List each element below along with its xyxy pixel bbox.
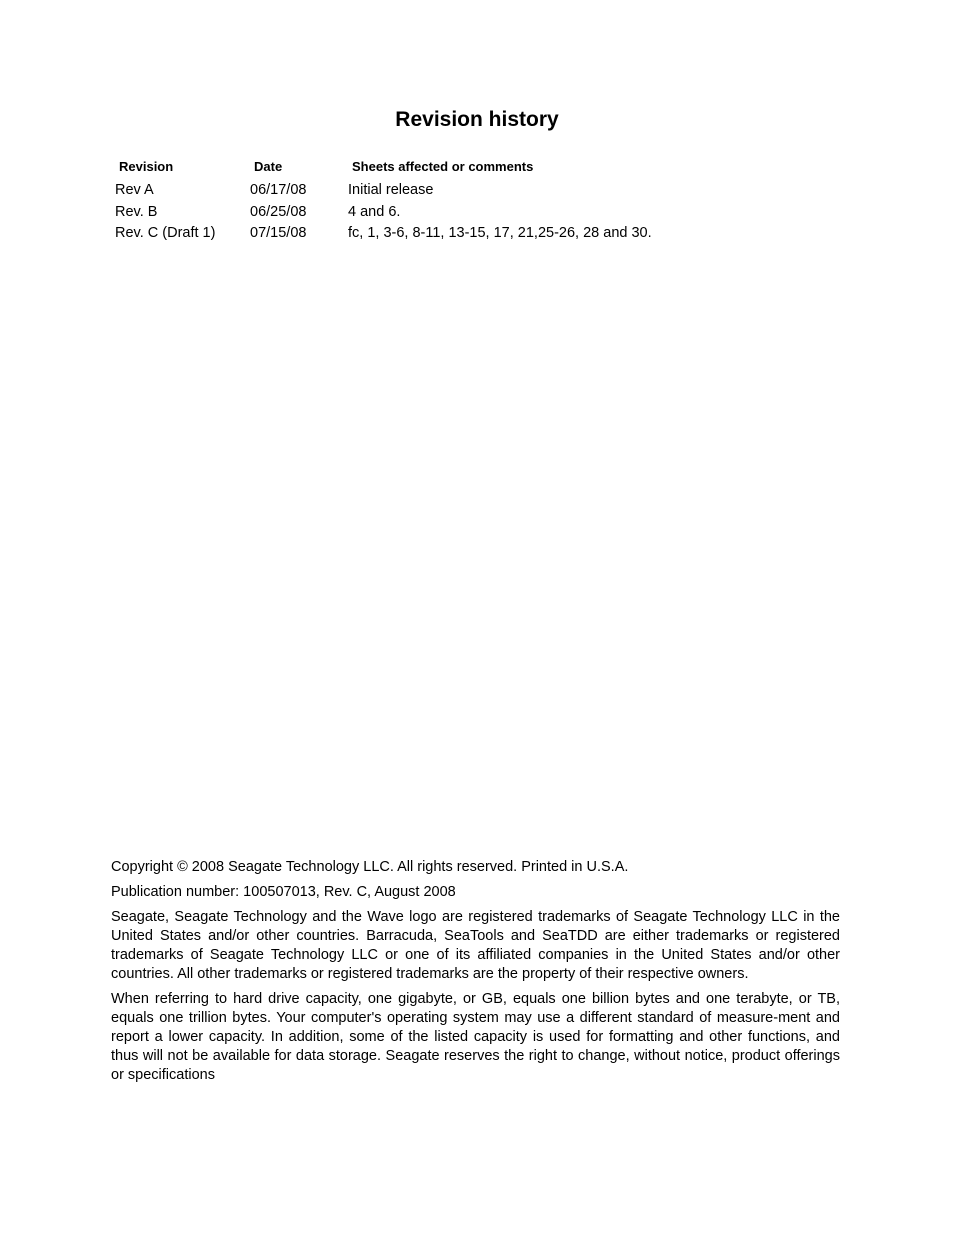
date-cell: 06/17/08 — [250, 182, 307, 198]
revision-cell: Rev. B — [115, 203, 158, 220]
table-row — [115, 180, 755, 202]
page-title: Revision history — [395, 108, 559, 131]
table-row — [115, 223, 755, 245]
revision-table — [115, 157, 755, 245]
capacity-paragraph: When referring to hard drive capacity, one gigabyte, or GB, equals one billion bytes and one terabyte, or TB, equals one trillion bytes. Your computer's operating system may use a different standard of measure-ment and report a lower capacity. In addition, some of the listed capacity is used for formatting and other functions, and thus will not be available for data storage. Seagate reserves the right to change, without notice, product offerings or specifications — [111, 991, 840, 1083]
header-date: Date — [254, 159, 283, 174]
table-row — [115, 202, 755, 224]
revision-cell: Rev. C (Draft 1) — [115, 225, 216, 241]
comments-cell: fc, 1, 3-6, 8-11, 13-15, 17, 21,25-26, 28 and 30. — [348, 225, 652, 241]
header-revision: Revision — [119, 159, 174, 174]
date-cell: 06/25/08 — [250, 203, 307, 220]
comments-cell: 4 and 6. — [348, 203, 401, 220]
revision-cell: Rev A — [115, 182, 154, 198]
revision-table-header — [115, 157, 755, 177]
comments-cell: Initial release — [348, 182, 434, 198]
legal-notice — [111, 858, 840, 1091]
header-comments: Sheets affected or comments — [352, 159, 534, 174]
date-cell: 07/15/08 — [250, 225, 307, 241]
trademarks-paragraph: Seagate, Seagate Technology and the Wave logo are registered trademarks of Seagate Technology LLC in the United States and/or other countries. Barracuda, SeaTools and SeaTDD are either trademarks or registered trademarks of Seagate Technology LLC or one of its affiliated companies in the United States and/or other countries. All other trademarks or registered trademarks are the property of their respective owners. — [111, 909, 840, 982]
copyright-text: Copyright © 2008 Seagate Technology LLC. All rights reserved. Printed in U.S.A. — [111, 859, 629, 875]
publication-number-text: Publication number: 100507013, Rev. C, August 2008 — [111, 884, 456, 900]
